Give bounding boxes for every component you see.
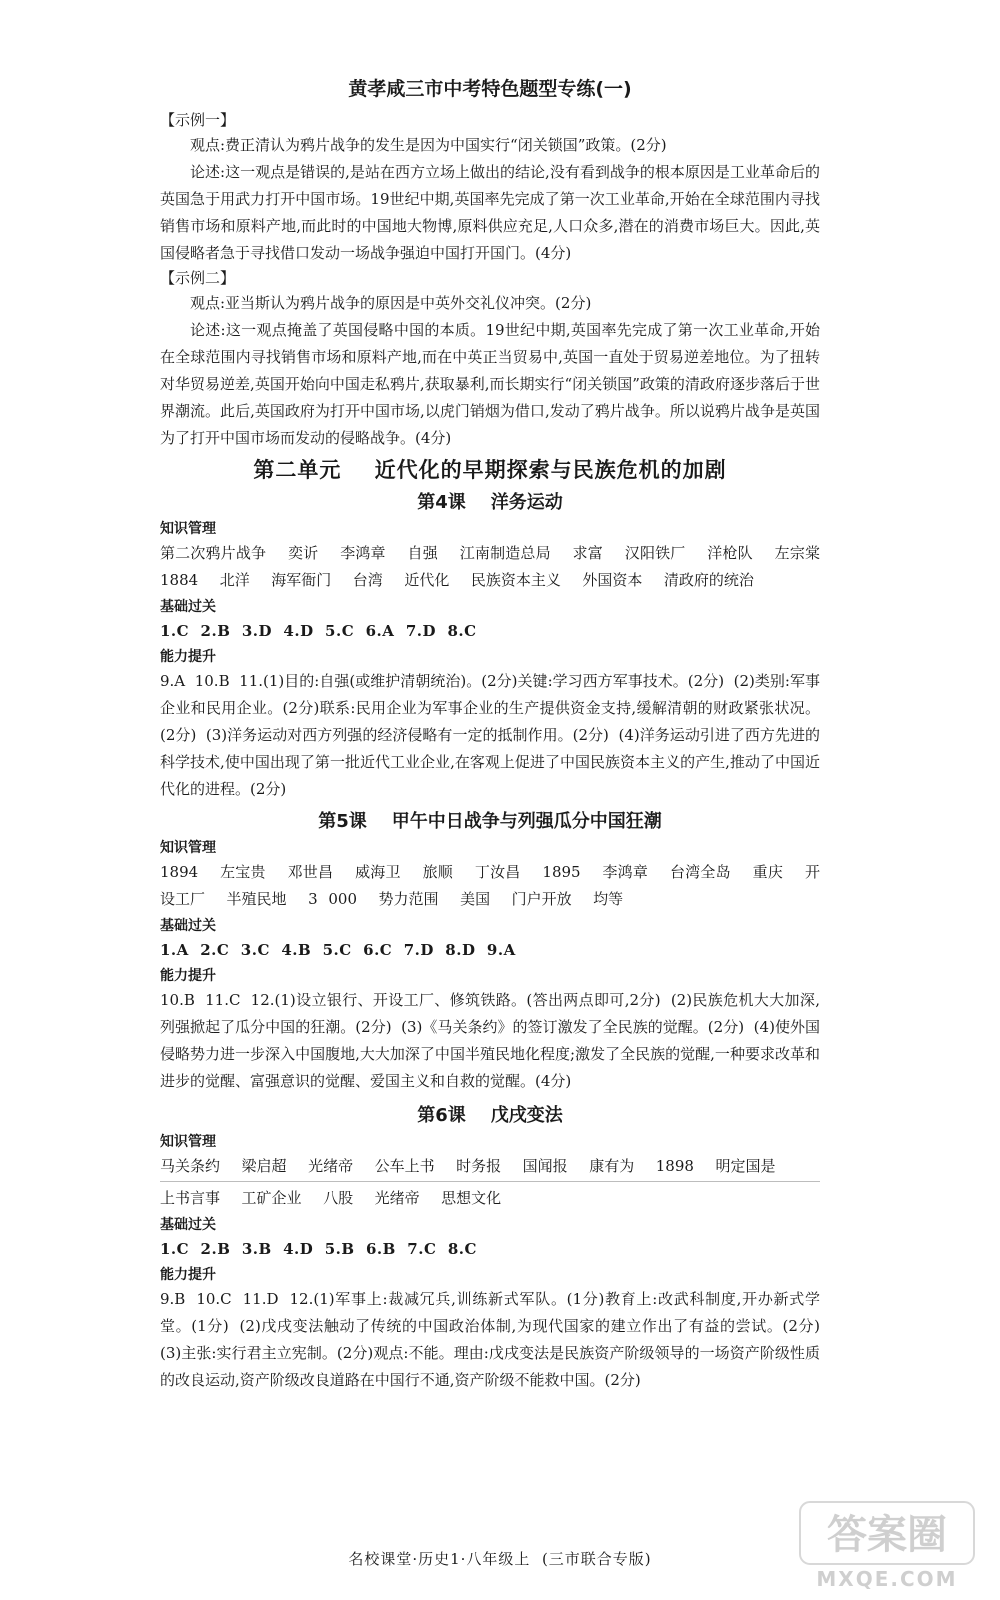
lesson-6-knowledge-label: 知识管理 — [160, 1134, 216, 1150]
page-content — [160, 74, 842, 1394]
lesson-5-knowledge-label: 知识管理 — [160, 840, 216, 856]
lesson-6-title: 第6课 戊戌变法 — [417, 1105, 563, 1126]
lesson-5-basic-label: 基础过关 — [160, 918, 216, 934]
lesson-6-ability-label: 能力提升 — [160, 1267, 216, 1283]
unit-title: 第二单元 近代化的早期探索与民族危机的加剧 — [253, 458, 727, 482]
lesson-6-knowledge-line-1: 马关条约 梁启超 光绪帝 公车上书 时务报 国闻报 康有为 1898 明定国是 — [160, 1157, 776, 1175]
page-footer: 名校课堂·历史1·八年级上 (三市联合专版) — [348, 1550, 652, 1568]
lesson-6-basic-label: 基础过关 — [160, 1217, 216, 1233]
lesson-6-knowledge-line-2: 上书言事 工矿企业 八股 光绪帝 思想文化 — [160, 1189, 502, 1207]
section-title: 黄孝咸三市中考特色题型专练(一) — [348, 78, 632, 100]
watermark-logo — [796, 1496, 978, 1592]
fold-divider — [160, 1181, 820, 1182]
lesson-4-basic-label: 基础过关 — [160, 599, 216, 615]
example-one-tag: 【示例一】 — [160, 111, 236, 129]
example-two-view: 观点:亚当斯认为鸦片战争的原因是中英外交礼仪冲突。(2分) — [190, 294, 592, 312]
lesson-4-ability-answers: 9.A 10.B 11.(1)目的:自强(或维护清朝统治)。(2分)关键:学习西方军事技术。(2分) (2)类别:军事企业和民用企业。(2分)联系:民用企业为军事企业的生产提供资金支持,缓解清朝的财政紧张状况。(2分) (3)洋务运动对西方列强的经济侵略有一定的抵制作用。(2分) (4)洋务运动引进了西方先进的科学技术,使中国出现了第一批近代工业企业,在客观上促进了中国民族资本主义的产生,推动了中国近代化的进程。(2分) — [160, 672, 820, 798]
lesson-6-basic-answers: 1.C 2.B 3.B 4.D 5.B 6.B 7.C 8.C — [160, 1240, 477, 1258]
lesson-5-title: 第5课 甲午中日战争与列强瓜分中国狂潮 — [318, 811, 662, 832]
lesson-5-basic-answers: 1.A 2.C 3.C 4.B 5.C 6.C 7.D 8.D 9.A — [160, 941, 516, 959]
lesson-5-ability-answers: 10.B 11.C 12.(1)设立银行、开设工厂、修筑铁路。(答出两点即可,2分) (2)民族危机大大加深,列强掀起了瓜分中国的狂潮。(2分) (3)《马关条约》的签订激发了全民族的觉醒。(2分) (4)使外国侵略势力进一步深入中国腹地,大大加深了中国半殖民地化程度;激发了全民族的觉醒,一种要求改革和进步的觉醒、富强意识的觉醒、爱国主义和自救的觉醒。(4分) — [160, 991, 820, 1090]
lesson-5-knowledge: 1894 左宝贵 邓世昌 威海卫 旅顺 丁汝昌 1895 李鸿章 台湾全岛 重庆 开设工厂 半殖民地 3 000 势力范围 美国 门户开放 均等 — [160, 863, 820, 908]
watermark-url: MXQE.COM — [816, 1567, 958, 1591]
lesson-4-knowledge-label: 知识管理 — [160, 521, 216, 537]
example-two-argument: 论述:这一观点掩盖了英国侵略中国的本质。19世纪中期,英国率先完成了第一次工业革命,开始在全球范围内寻找销售市场和原料产地,而在中英正当贸易中,英国一直处于贸易逆差地位。为了扭转对华贸易逆差,英国开始向中国走私鸦片,获取暴利,而长期实行“闭关锁国”政策的清政府逐步落后于世界潮流。此后,英国政府为打开中国市场,以虎门销烟为借口,发动了鸦片战争。所以说鸦片战争是英国为了打开中国市场而发动的侵略战争。(4分) — [160, 321, 820, 447]
lesson-4-basic-answers: 1.C 2.B 3.D 4.D 5.C 6.A 7.D 8.C — [160, 622, 477, 640]
lesson-6-ability-answers: 9.B 10.C 11.D 12.(1)军事上:裁减冗兵,训练新式军队。(1分)教育上:改武科制度,开办新式学堂。(1分) (2)戊戌变法触动了传统的中国政治体制,为现代国家的建立作出了有益的尝试。(2分) (3)主张:实行君主立宪制。(2分)观点:不能。理由:戊戌变法是民族资产阶级领导的一场资产阶级性质的改良运动,资产阶级改良道路在中国行不通,资产阶级不能救中国。(2分) — [160, 1290, 830, 1389]
lesson-4-title: 第4课 洋务运动 — [417, 492, 563, 513]
watermark-text: 答案圈 — [827, 1512, 947, 1558]
example-two-tag: 【示例二】 — [160, 269, 236, 287]
lesson-5-ability-label: 能力提升 — [160, 968, 216, 984]
example-one-view: 观点:费正清认为鸦片战争的发生是因为中国实行“闭关锁国”政策。(2分) — [190, 136, 667, 154]
lesson-4-knowledge: 第二次鸦片战争 奕䜣 李鸿章 自强 江南制造总局 求富 汉阳铁厂 洋枪队 左宗棠 1884 北洋 海军衙门 台湾 近代化 民族资本主义 外国资本 清政府的统治 — [160, 544, 842, 589]
lesson-4-ability-label: 能力提升 — [160, 649, 216, 665]
example-one-argument: 论述:这一观点是错误的,是站在西方立场上做出的结论,没有看到战争的根本原因是工业革命后的英国急于用武力打开中国市场。19世纪中期,英国率先完成了第一次工业革命,开始在全球范围内寻找销售市场和原料产地,而此时的中国地大物博,原料供应充足,人口众多,潜在的消费市场巨大。因此,英国侵略者急于寻找借口发动一场战争强迫中国打开国门。(4分) — [160, 163, 820, 262]
